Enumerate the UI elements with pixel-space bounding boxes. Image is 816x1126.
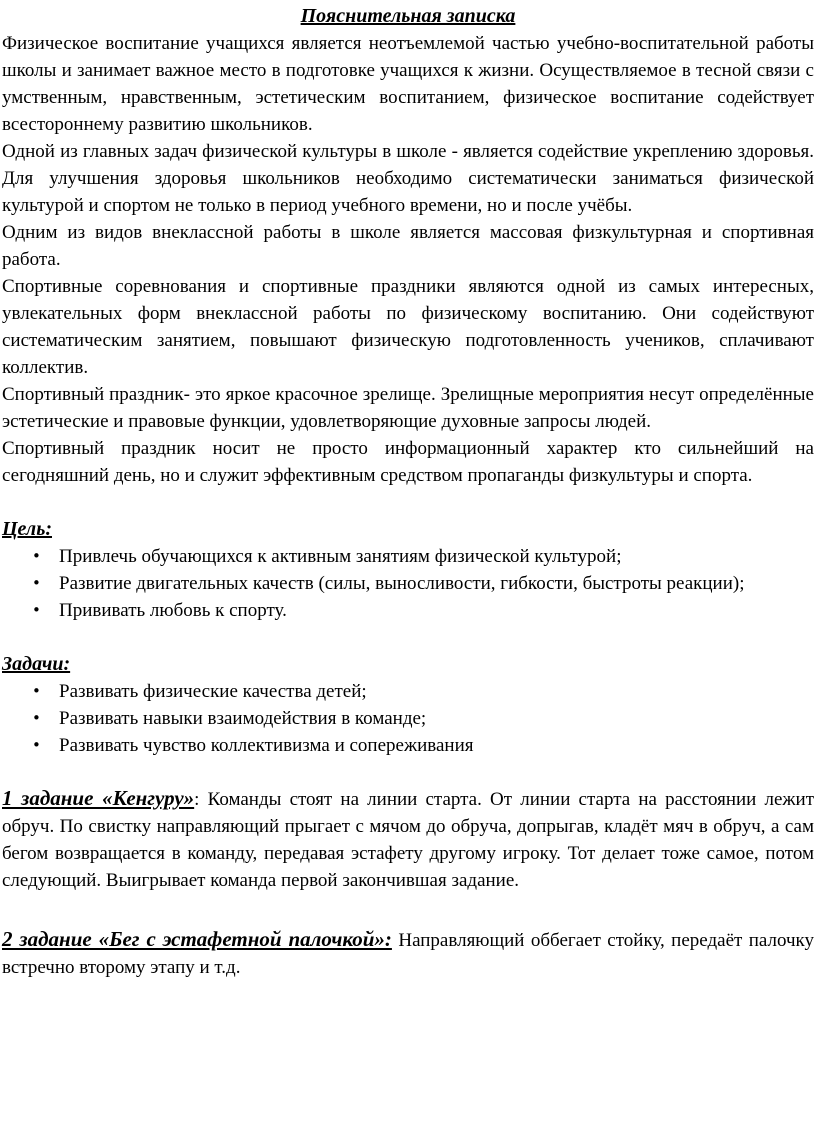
- goal-item-text: Привлечь обучающихся к активным занятиям физической культурой;: [59, 546, 622, 567]
- bullet-icon: •: [32, 601, 41, 619]
- document-title: Пояснительная записка: [300, 5, 516, 27]
- goal-item-text: Развитие двигательных качеств (силы, выносливости, гибкости, быстроты реакции);: [59, 573, 745, 594]
- extracurricular-paragraph: Одним из видов внеклассной работы в школе является массовая физкультурная и спортивная работа.: [2, 222, 814, 270]
- festival-purpose-paragraph: Спортивный праздник носит не просто информационный характер кто сильнейший на сегодняшний день, но и служит эффективным средством пропаганды физкультуры и спорта.: [2, 438, 814, 486]
- goal-item-text: Прививать любовь к спорту.: [59, 600, 287, 621]
- bullet-icon: •: [32, 709, 41, 727]
- assignment-2-heading: 2 задание «Бег с эстафетной палочкой»:: [2, 927, 392, 951]
- assignment-1-heading: 1 задание «Кенгуру»: [2, 786, 195, 810]
- list-item: [2, 732, 814, 759]
- assignment-1-paragraph: [2, 785, 814, 894]
- main-task-paragraph: Одной из главных задач физической культуры в школе - является содействие укреплению здоровья. Для улучшения здоровья школьников необходимо систематически заниматься физической культурой и спортом не только в период учебного времени, но и после учёбы.: [2, 141, 814, 216]
- objectives-section-heading: Задачи:: [2, 653, 71, 675]
- objective-item-text: Развивать чувство коллективизма и сопереживания: [59, 735, 474, 756]
- goal-section-heading: Цель:: [2, 518, 52, 540]
- bullet-icon: •: [32, 547, 41, 565]
- list-item: [2, 543, 814, 570]
- bullet-icon: •: [32, 736, 41, 754]
- goal-bullet-list: [2, 543, 814, 624]
- assignment-1-separator: :: [194, 789, 208, 810]
- list-item: [2, 705, 814, 732]
- assignment-2-paragraph: [2, 926, 814, 981]
- festival-description-paragraph: Спортивный праздник- это яркое красочное зрелище. Зрелищные мероприятия несут определённые эстетические и правовые функции, удовлетворяющие духовные запросы людей.: [2, 384, 814, 432]
- list-item: [2, 678, 814, 705]
- bullet-icon: •: [32, 574, 41, 592]
- list-item: [2, 570, 814, 597]
- intro-paragraph: Физическое воспитание учащихся является неотъемлемой частью учебно-воспитательной работы школы и занимает важное место в подготовке учащихся к жизни. Осуществляемое в тесной связи с умственным, нравственным, эстетическим воспитанием, физическое воспитание содействует всестороннему развитию школьников.: [2, 33, 814, 135]
- list-item: [2, 597, 814, 624]
- objective-item-text: Развивать навыки взаимодействия в команде;: [59, 708, 427, 729]
- assignment-2-text: Направляющий оббегает стойку, передаёт палочку встречно второму этапу и т.д.: [2, 930, 814, 978]
- objective-item-text: Развивать физические качества детей;: [59, 681, 367, 702]
- bullet-icon: •: [32, 682, 41, 700]
- competitions-paragraph: Спортивные соревнования и спортивные праздники являются одной из самых интересных, увлекательных форм внеклассной работы по физическому воспитанию. Они содействуют систематическим занятием, повышают физическую подготовленность учеников, сплачивают коллектив.: [2, 276, 814, 378]
- objectives-bullet-list: [2, 678, 814, 759]
- assignment-1-text: Команды стоят на линии старта. От линии старта на расстоянии лежит обруч. По свистку направляющий прыгает с мячом до обруча, допрыгав, кладёт мяч в обруч, а сам бегом возвращается в команду, передавая эстафету другому игроку. Тот делает тоже самое, потом следующий. Выигрывает команда первой закончившая задание.: [2, 789, 815, 891]
